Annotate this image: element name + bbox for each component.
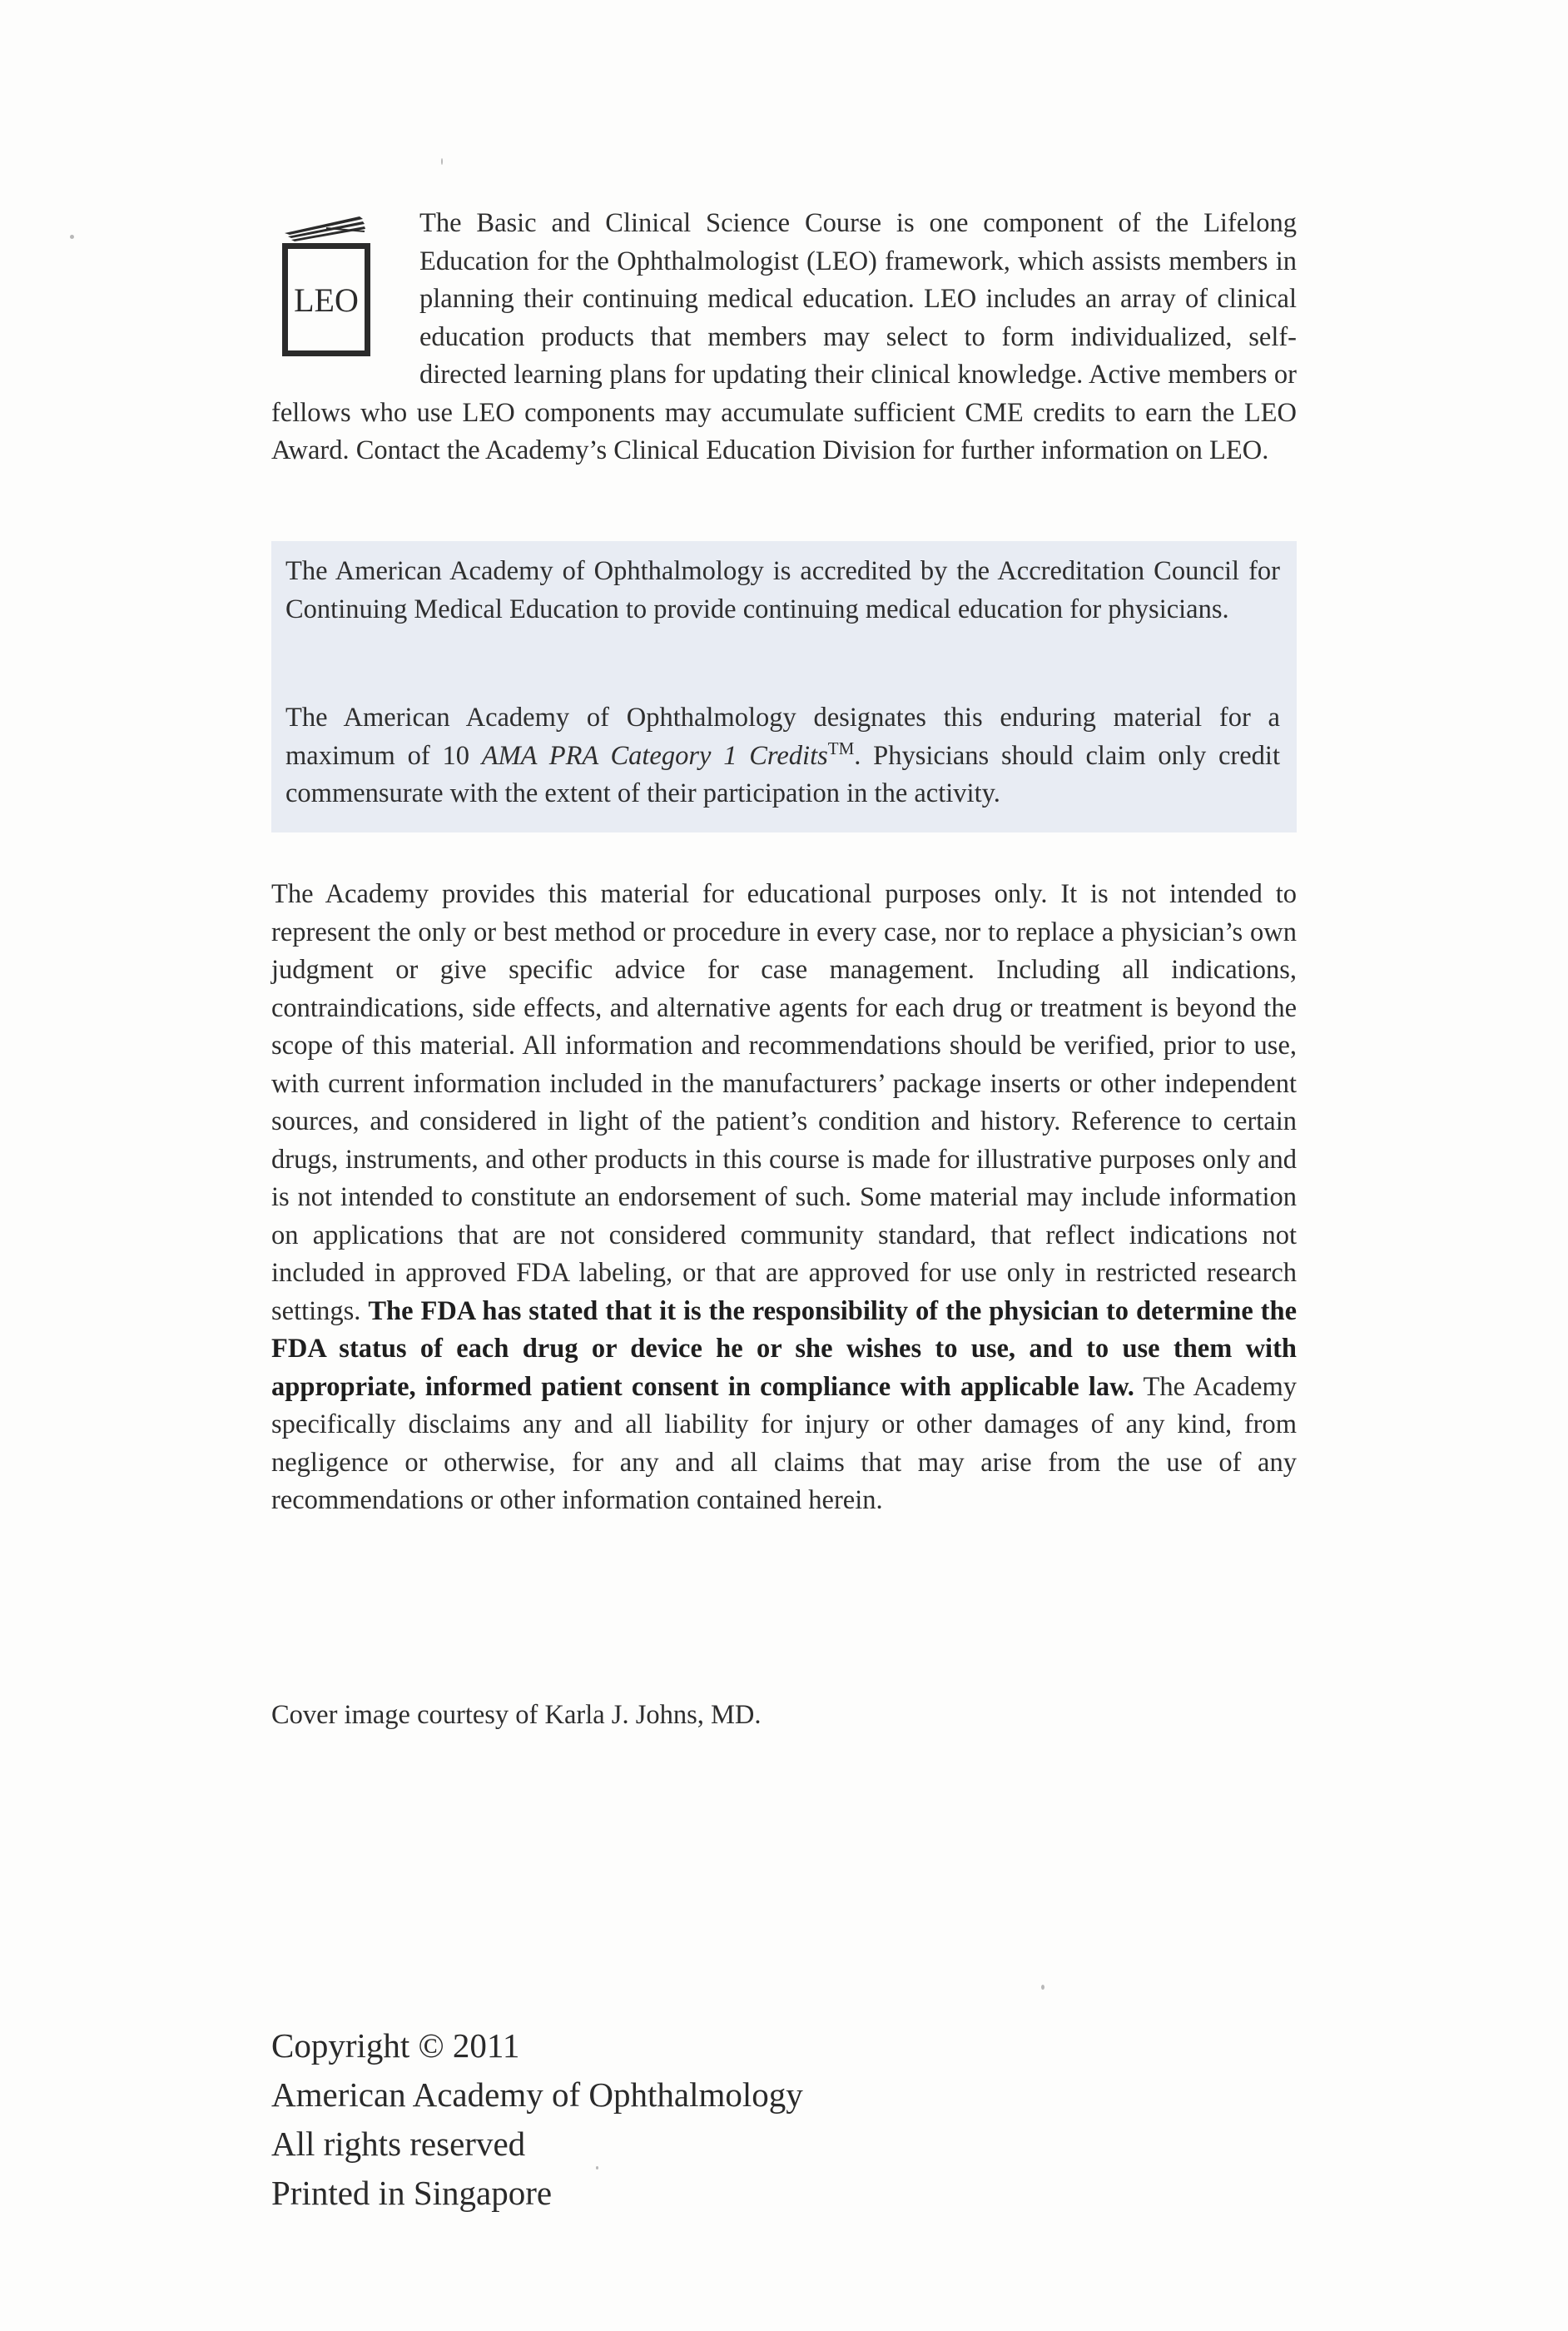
trademark-mark: TM (827, 738, 855, 758)
scan-speck (441, 158, 443, 165)
accreditation-statement: The American Academy of Ophthalmology is accredited by the Accreditation Council for Continuing Medical Education to provide continuing medical education for physicians. (285, 556, 1280, 624)
credit-name: AMA PRA Category 1 Credits (481, 740, 828, 771)
cover-image-credit: Cover image courtesy of Karla J. Johns, MD. (271, 1700, 762, 1730)
leo-logo-text: LEO (294, 281, 359, 319)
scan-speck (596, 2166, 598, 2169)
publisher-line: American Academy of Ophthalmology (271, 2075, 803, 2114)
fda-statement: The FDA has stated that it is the responsibility of the physician to determine the FDA status of each drug or device he or she wishes to use, and to use them with appropriate, informed patient consent in compliance with applicable law. (271, 1295, 1298, 1402)
credit-designation-statement: The American Academy of Ophthalmology designates this enduring material for a maximum of 10 AMA PRA Category 1 Credits™. Physicians should claim only credit commensurate with the extent of their participation in the activity. (285, 703, 1280, 808)
scan-speck (70, 235, 74, 239)
printed-location-line: Printed in Singapore (271, 2174, 553, 2212)
copyright-block (271, 2021, 803, 2218)
disclaimer-paragraph: The Academy provides this material for educational purposes only. It is not intended to represent the only or best method or procedure in every case, nor to replace a physician’s own judgment or give specific advice for case management. Including all indications, contraindications, side effects, and alternative agents for each drug or treatment is beyond the scope of this material. All information and recommendations should be verified, prior to use, with current information included in the manufacturers’ package inserts or other independent sources, and considered in light of the patient’s condition and history. Reference to certain drugs, instruments, and other products in this course is made for illustrative purposes only and is not intended to constitute an endorsement of such. Some material may include information on applications that are not considered community standard, that reflect indications not included in approved FDA labeling, or that are approved for use only in restricted research settings. The FDA has stated that it is the responsibility of the physician to determine the FDA status of each drug or device he or she wishes to use, and to use them with appropriate, informed patient consent in compliance with applicable law. The Academy specifically disclaims any and all liability for injury or other damages of any kind, from negligence or otherwise, for any and all claims that may arise from the use of any recommendations or other information contained herein. (271, 879, 1298, 1515)
rights-line: All rights reserved (271, 2125, 526, 2163)
scan-speck (1041, 1985, 1045, 1990)
leo-paragraph: The Basic and Clinical Science Course is one component of the Lifelong Education for the Ophthalmologist (LEO) framework, which assists members in planning their continuing medical education. LEO includes an array of clinical education products that members may select to form individualized, self-directed learning plans for updating their clinical knowledge. Active members or fellows who use LEO components may accumulate sufficient CME credits to earn the LEO Award. Contact the Academy’s Clinical Education Division for further information on LEO. (271, 208, 1297, 465)
copyright-line: Copyright © 2011 (271, 2026, 520, 2065)
